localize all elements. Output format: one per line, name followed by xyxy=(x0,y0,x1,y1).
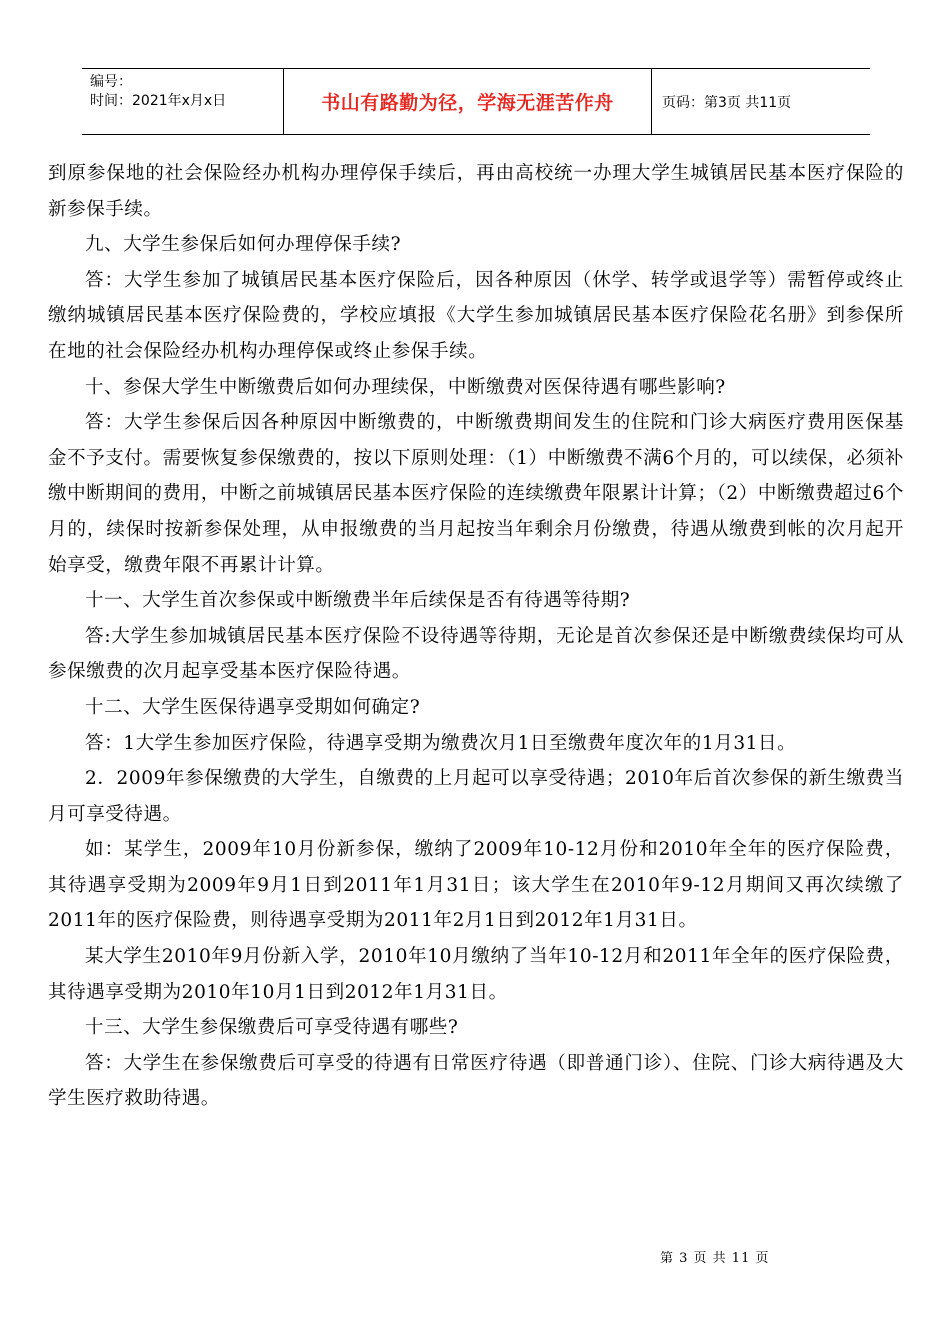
answer-paragraph-12-item-1: 答：1大学生参加医疗保险，待遇享受期为缴费次月1日至缴费年度次年的1月31日。 xyxy=(85,732,797,754)
question-heading-12: 十二、大学生医保待遇享受期如何确定? xyxy=(85,696,421,718)
question-heading-13: 十三、大学生参保缴费后可享受待遇有哪些? xyxy=(85,1017,459,1039)
question-heading-9: 九、大学生参保后如何办理停保手续? xyxy=(85,234,402,256)
answer-paragraph-11: 答:大学生参加城镇居民基本医疗保险不设待遇等待期，无论是首次参保还是中断缴费续保均可从参保缴费的次月起享受基本医疗保险待遇。 xyxy=(48,625,904,683)
document-body xyxy=(48,156,904,1117)
answer-paragraph-13: 答：大学生在参保缴费后可享受的待遇有日常医疗待遇（即普通门诊）、住院、门诊大病待遇及大学生医疗救助待遇。 xyxy=(48,1052,904,1110)
document-date: 时间：2021年x月x日 xyxy=(90,93,227,109)
header-motto: 书山有路勤为径，学海无涯苦作舟 xyxy=(283,69,652,134)
answer-paragraph-12-example-1: 如：某学生，2009年10月份新参保，缴纳了2009年10-12月份和2010年全年的医疗保险费，其待遇享受期为2009年9月1日到2011年1月31日；该大学生在2010年9-12月期间又再次续缴了2011年的医疗保险费，则待遇享受期为2011年2月1日到2012年1月31日。 xyxy=(48,839,904,932)
answer-paragraph-10: 答：大学生参保后因各种原因中断缴费的，中断缴费期间发生的住院和门诊大病医疗费用医保基金不予支付。需要恢复参保缴费的，按以下原则处理：（1）中断缴费不满6个月的，可以续保，必须补缴中断期间的费用，中断之前城镇居民基本医疗保险的连续缴费年限累计计算；（2）中断缴费超过6个月的，续保时按新参保处理，从申报缴费的当月起按当年剩余月份缴费，待遇从缴费到帐的次月起开始享受，缴费年限不再累计计算。 xyxy=(48,412,904,576)
answer-paragraph-9: 答：大学生参加了城镇居民基本医疗保险后，因各种原因（休学、转学或退学等）需暂停或终止缴纳城镇居民基本医疗保险费的，学校应填报《大学生参加城镇居民基本医疗保险花名册》到参保所在地的社会保险经办机构办理停保或终止参保手续。 xyxy=(48,269,904,362)
document-number-label: 编号： xyxy=(90,74,132,90)
answer-paragraph-12-example-2: 某大学生2010年9月份新入学，2010年10月缴纳了当年10-12月和2011年全年的医疗保险费，其待遇享受期为2010年10月1日到2012年1月31日。 xyxy=(48,946,904,1003)
answer-paragraph-12-item-2: 2．2009年参保缴费的大学生，自缴费的上月起可以享受待遇；2010年后首次参保的新生缴费当月可享受待遇。 xyxy=(48,768,904,825)
header-page-number: 页码：第3页 共11页 xyxy=(662,94,792,111)
header-meta xyxy=(82,69,283,134)
question-heading-10: 十、参保大学生中断缴费后如何办理续保，中断缴费对医保待遇有哪些影响? xyxy=(85,376,726,398)
page-header xyxy=(82,68,870,135)
paragraph-continuation: 到原参保地的社会保险经办机构办理停保手续后，再由高校统一办理大学生城镇居民基本医疗保险的新参保手续。 xyxy=(48,163,904,220)
page-footer: 第 3 页 共 11 页 xyxy=(660,1251,770,1266)
question-heading-11: 十一、大学生首次参保或中断缴费半年后续保是否有待遇等待期? xyxy=(85,590,631,612)
